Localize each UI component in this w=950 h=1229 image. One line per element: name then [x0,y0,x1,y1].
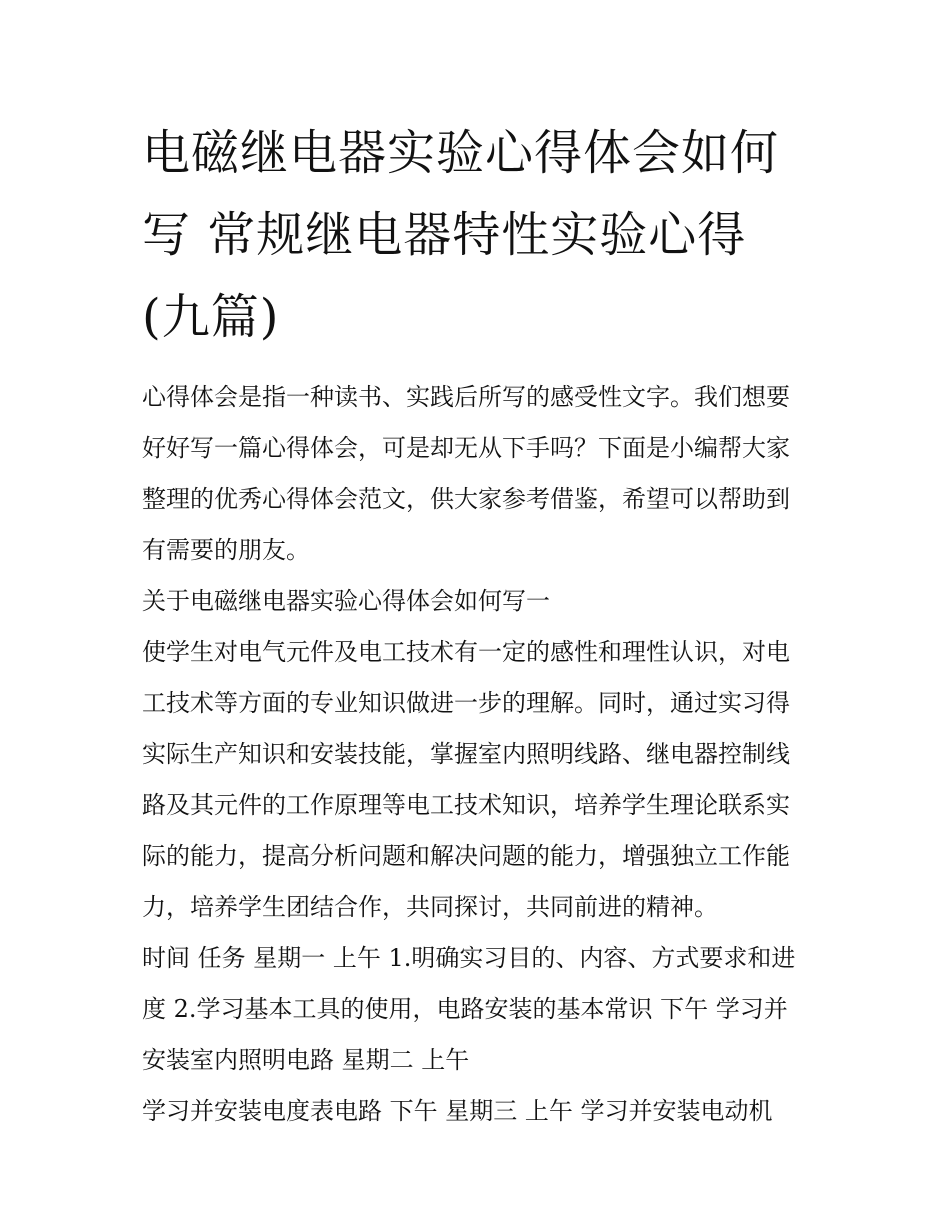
document-title [142,112,814,358]
schedule-line: 安装室内照明电路 星期二 上午 [142,1046,470,1074]
body-line: 路及其元件的工作原理等电工技术知识，培养学生理论联系实 [142,791,790,819]
schedule-line: 度 2.学习基本工具的使用，电路安装的基本常识 下午 学习并 [142,995,788,1023]
body-paragraph [142,627,814,933]
title-line-2: 写 常规继电器特性实验心得 [142,207,747,263]
body-line: 际的能力，提高分析问题和解决问题的能力，增强独立工作能 [142,842,790,870]
schedule-paragraph [142,933,814,1086]
document-body [142,372,814,1137]
intro-paragraph [142,372,814,576]
continuation-line: 学习并安装电度表电路 下午 星期三 上午 学习并安装电动机 [142,1097,773,1125]
title-line-1: 电磁继电器实验心得体会如何 [142,125,780,181]
intro-line: 整理的优秀心得体会范文，供大家参考借鉴，希望可以帮助到 [142,485,790,513]
section-heading-text: 关于电磁继电器实验心得体会如何写一 [142,587,550,615]
body-line: 力，培养学生团结合作，共同探讨，共同前进的精神。 [142,893,718,921]
body-line: 工技术等方面的专业知识做进一步的理解。同时，通过实习得 [142,689,790,717]
intro-line: 心得体会是指一种读书、实践后所写的感受性文字。我们想要 [142,383,790,411]
schedule-line: 时间 任务 星期一 上午 1.明确实习目的、内容、方式要求和进 [142,944,796,972]
body-line: 实际生产知识和安装技能，掌握室内照明线路、继电器控制线 [142,740,790,768]
document-page [142,112,814,1137]
title-line-3: (九篇) [142,289,280,345]
intro-line: 好好写一篇心得体会，可是却无从下手吗？下面是小编帮大家 [142,434,790,462]
section-heading [142,576,814,627]
intro-line: 有需要的朋友。 [142,536,310,564]
body-line: 使学生对电气元件及电工技术有一定的感性和理性认识，对电 [142,638,790,666]
continuation-paragraph [142,1086,814,1137]
